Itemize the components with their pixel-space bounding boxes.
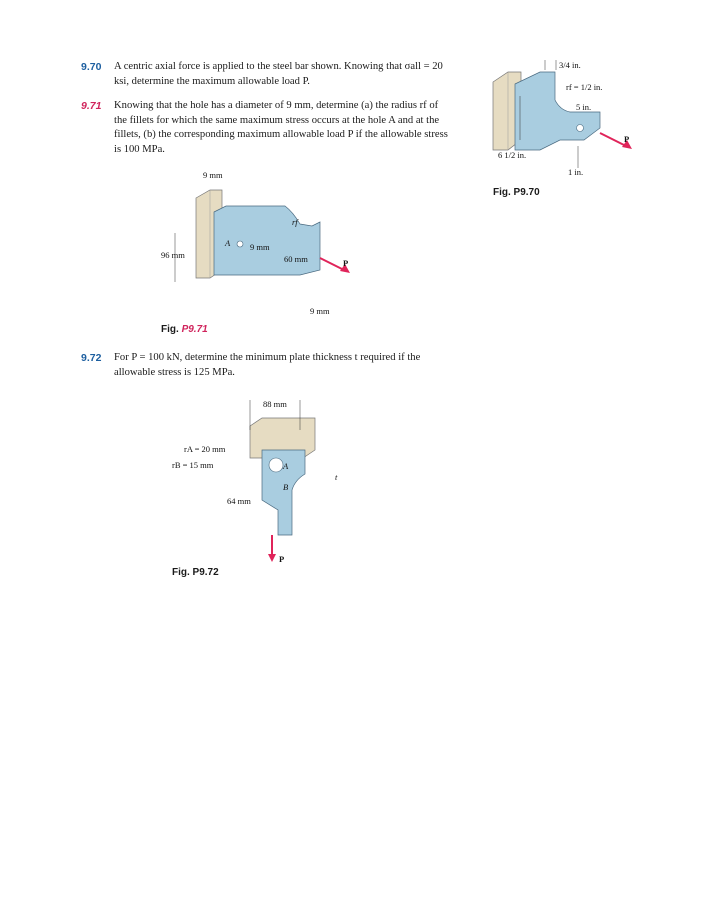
problem-number: 9.72 <box>81 352 102 364</box>
dim-rB: rB = 15 mm <box>172 460 214 470</box>
problem-text: Knowing that the hole has a diameter of 9 mm, determine (a) the radius rf of the fillets for which the same maximum stress occurs at the hole A and at the fillets, (b) the corresponding maximum allowable load P if the allowable stress is 100 MPa. <box>114 100 448 155</box>
dim-fillet: rf <box>292 217 298 227</box>
load-label: P <box>343 258 349 268</box>
dim-thickness: t <box>335 472 338 482</box>
dim-hole: 1 in. <box>568 167 584 177</box>
load-label: P <box>279 554 285 564</box>
fig-caption-p9-70: Fig. P9.70 <box>493 187 540 198</box>
load-label: P <box>624 134 630 144</box>
dim-narrow: 64 mm <box>227 496 251 506</box>
problem-number: 9.70 <box>81 61 102 73</box>
caption-prefix: Fig. <box>161 324 182 335</box>
fig-caption-p9-72: Fig. P9.72 <box>172 567 219 578</box>
problem-text: A centric axial force is applied to the steel bar shown. Knowing that σall = 20 ksi, determine the maximum allowable load P. <box>114 61 443 87</box>
dim-top-width: 3/4 in. <box>559 60 581 70</box>
dim-thickness: 9 mm <box>203 170 223 180</box>
dim-narrow: 60 mm <box>284 254 308 264</box>
dim-wide: 96 mm <box>161 250 185 260</box>
hole <box>269 458 283 472</box>
dim-narrow: 5 in. <box>576 102 592 112</box>
dim-width: 88 mm <box>263 399 287 409</box>
dim-bottom: 9 mm <box>310 306 330 316</box>
label-B: B <box>283 482 289 492</box>
problem-text: For P = 100 kN, determine the minimum plate thickness t required if the allowable stress is 125 MPa. <box>114 352 421 378</box>
dim-rA: rA = 20 mm <box>184 444 226 454</box>
hole-label: A <box>225 238 231 248</box>
problem-number: 9.71 <box>81 100 102 112</box>
caption-id: P9.71 <box>181 324 208 335</box>
dim-fillet: rf = 1/2 in. <box>566 82 603 92</box>
dim-wide: 6 1/2 in. <box>498 150 527 160</box>
dim-hole: 9 mm <box>250 242 270 252</box>
label-A: A <box>283 461 289 471</box>
